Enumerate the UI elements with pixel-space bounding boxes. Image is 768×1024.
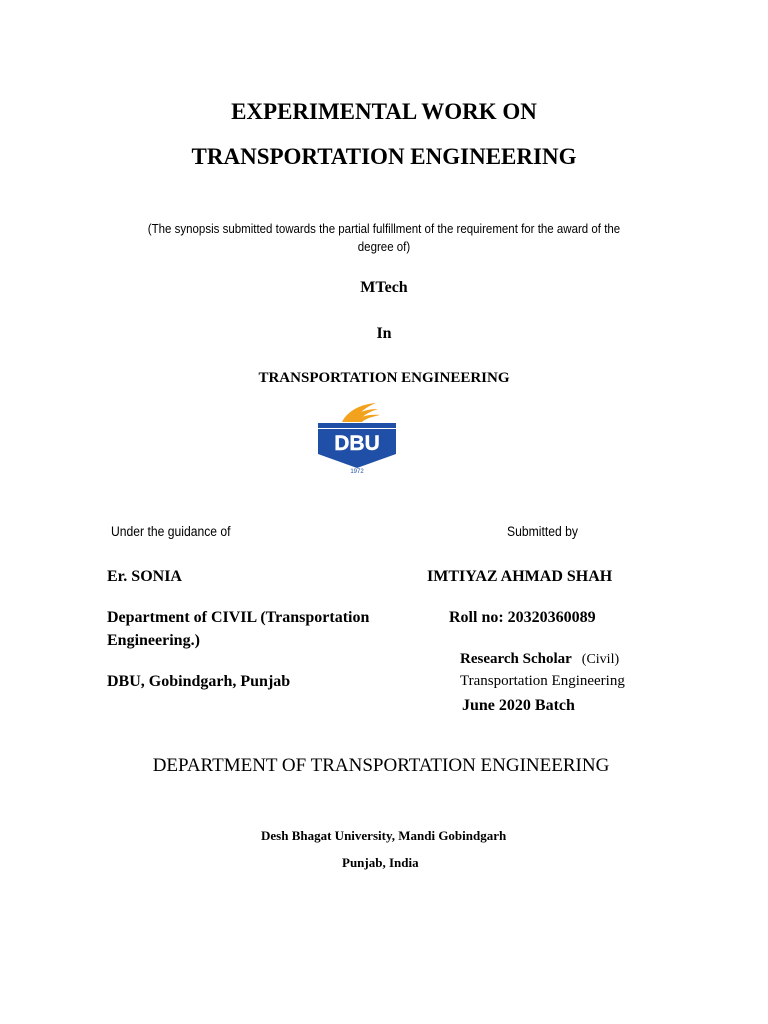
student-roll: Roll no: 20320360089 <box>449 609 596 626</box>
title-line-1: EXPERIMENTAL WORK ON <box>231 99 537 124</box>
title-line-2: TRANSPORTATION ENGINEERING <box>191 144 577 169</box>
dbu-logo-icon <box>314 398 400 476</box>
logo-year: 1972 <box>350 469 364 475</box>
guide-dept-line-1: Department of CIVIL (Transportation <box>107 609 370 626</box>
logo-text: DBU <box>334 432 380 455</box>
synopsis-line-1: (The synopsis submitted towards the partial fulfillment of the requirement for the award of the <box>147 222 621 236</box>
guide-location: DBU, Gobindgarh, Punjab <box>107 673 291 690</box>
university-logo <box>314 398 400 476</box>
university-line-2: Punjab, India <box>342 855 419 870</box>
student-role-main: Research Scholar <box>460 651 572 667</box>
synopsis-line-2: degree of) <box>357 240 411 254</box>
degree: MTech <box>360 279 408 296</box>
student-batch: June 2020 Batch <box>462 697 575 714</box>
student-name: IMTIYAZ AHMAD SHAH <box>427 568 613 585</box>
in-label: In <box>376 325 392 342</box>
synopsis <box>132 220 636 256</box>
program: TRANSPORTATION ENGINEERING <box>258 370 510 386</box>
student-role <box>460 650 619 668</box>
student-specialization: Transportation Engineering <box>460 673 625 689</box>
student-role-paren: (Civil) <box>581 652 620 667</box>
guide-name: Er. SONIA <box>107 568 182 585</box>
student-heading: Submitted by <box>507 524 578 539</box>
department-heading: DEPARTMENT OF TRANSPORTATION ENGINEERING <box>152 755 610 776</box>
university-line-1: Desh Bhagat University, Mandi Gobindgarh <box>261 828 507 843</box>
guide-dept-line-2: Engineering.) <box>107 632 200 649</box>
guide-heading: Under the guidance of <box>111 524 231 539</box>
